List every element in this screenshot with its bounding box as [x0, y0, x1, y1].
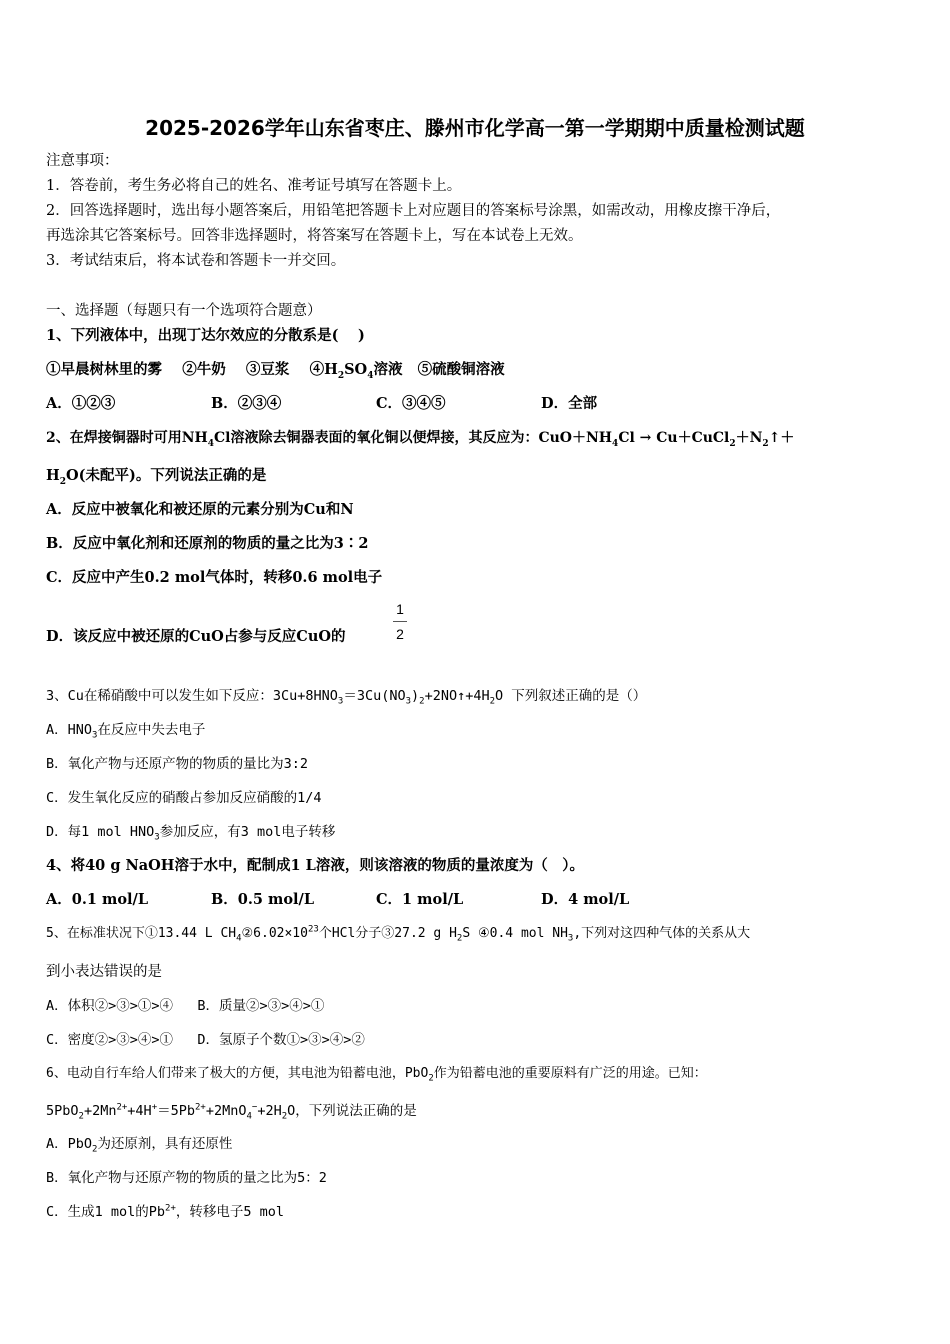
- option-a[interactable]: A．0.1 mol/L: [46, 891, 149, 908]
- item: $④H_2SO_4$溶液: [309, 361, 403, 381]
- option-d[interactable]: D．每1 mol $HNO_3$参加反应，有3 mol电子转移: [46, 824, 336, 843]
- option-b[interactable]: B．氧化产物与还原产物的物质的量之比为5：2: [46, 1170, 327, 1186]
- option-d[interactable]: D．氢原子个数①>③>④>②: [197, 1032, 365, 1048]
- notice-item: 1．答卷前，考生务必将自己的姓名、准考证号填写在答题卡上。: [46, 178, 462, 194]
- notice-item: 2．回答选择题时，选出每小题答案后，用铅笔把答题卡上对应题目的答案标号涂黑，如需改动，用橡皮擦干净后，: [46, 203, 781, 219]
- option-d[interactable]: D．4 mol/L: [541, 891, 630, 908]
- option-b[interactable]: B．0.5 mol/L: [211, 891, 315, 908]
- option-c[interactable]: C．1 mol/L: [376, 891, 464, 908]
- question-5-row-2: [46, 1030, 365, 1050]
- option-a[interactable]: A．$HNO_3$在反应中失去电子: [46, 722, 206, 741]
- option-a[interactable]: A．体积②>③>①>④: [46, 998, 174, 1014]
- question-6-equation: $5PbO_2+2Mn^{2+}+4H^+=5Pb^{2+}+2MnO_4^-+2H_2O$，下列说法正确的是: [46, 1102, 417, 1122]
- fraction-one-half: [392, 600, 408, 643]
- section-heading: 一、选择题（每题只有一个选项符合题意）: [46, 303, 322, 319]
- notice-item: 再选涂其它答案标号。回答非选择题时，将答案写在答题卡上，写在本试卷上无效。: [46, 228, 583, 244]
- fraction-denominator: 2: [396, 626, 404, 642]
- option-b[interactable]: B．②③④: [211, 395, 282, 412]
- fraction-numerator: 1: [396, 601, 404, 617]
- option-b[interactable]: B．质量②>③>④>①: [197, 998, 325, 1014]
- option-c[interactable]: C．③④⑤: [376, 395, 446, 412]
- item: ②牛奶: [182, 361, 226, 378]
- option-a[interactable]: A．PbO$_2$为还原剂，具有还原性: [46, 1136, 233, 1155]
- option-c[interactable]: C．密度②>③>④>①: [46, 1032, 174, 1048]
- question-5-stem: 5、在标准状况下①13.44 L $CH_4②6.02\times 10^{23}$个HCl分子③27.2 g $H_2S$ ④0.4 mol $NH_3$,下列对这四种气体的关系从大: [46, 924, 751, 944]
- item: ③豆浆: [245, 361, 290, 378]
- question-6-stem: 6、电动自行车给人们带来了极大的方便，其电池为铅蓄电池，PbO$_2$作为铅蓄电池的重要原料有广泛的用途。已知：: [46, 1066, 707, 1084]
- option-c[interactable]: C．生成1 mol的$Pb^{2+}$，转移电子5 mol: [46, 1203, 285, 1220]
- option-a[interactable]: A．①②③: [46, 395, 116, 412]
- item: ①早晨树林里的雾: [46, 361, 162, 378]
- option-d[interactable]: D．该反应中被还原的CuO占参与反应CuO的: [46, 628, 346, 645]
- option-a[interactable]: A．反应中被氧化和被还原的元素分别为Cu和N: [46, 501, 354, 518]
- page-title: 2025-2026学年山东省枣庄、滕州市化学高一第一学期期中质量检测试题: [145, 116, 805, 140]
- fraction-bar: [393, 621, 407, 622]
- option-b[interactable]: B．反应中氧化剂和还原剂的物质的量之比为3∶2: [46, 535, 369, 552]
- question-3-stem: 3、Cu在稀硝酸中可以发生如下反应：$3Cu+8HNO_3=3Cu(NO_3)_2+2NO↑+4H_2O$ 下列叙述正确的是（）: [46, 688, 647, 707]
- question-2-stem-cont: $H_2O$(未配平)。下列说法正确的是: [46, 467, 267, 487]
- option-b[interactable]: B．氧化产物与还原产物的物质的量比为3:2: [46, 756, 309, 772]
- question-1-stem: 1、下列液体中，出现丁达尔效应的分散系是( ): [46, 327, 365, 344]
- question-5-stem-cont: 到小表达错误的是: [46, 964, 162, 980]
- notice-item: 3．考试结束后，将本试卷和答题卡一并交回。: [46, 253, 346, 269]
- question-4-stem: 4、将40 g NaOH溶于水中，配制成1 L溶液，则该溶液的物质的量浓度为（ ）。: [46, 857, 585, 874]
- question-1-items: [46, 360, 505, 380]
- item: ⑤硫酸铜溶液: [417, 361, 505, 378]
- option-d[interactable]: D．全部: [541, 395, 598, 412]
- question-5-row-1: [46, 996, 324, 1016]
- option-c[interactable]: C．发生氧化反应的硝酸占参加反应硝酸的1/4: [46, 790, 322, 806]
- option-c[interactable]: C．反应中产生0.2 mol气体时，转移0.6 mol电子: [46, 569, 383, 586]
- notice-heading: 注意事项：: [46, 153, 119, 169]
- question-2-stem: 2、在焊接铜器时可用$NH_4Cl$溶液除去铜器表面的氧化铜以便焊接，其反应为：$CuO+NH_4Cl$ → $Cu+CuCl_2+N_2↑+$: [46, 430, 795, 449]
